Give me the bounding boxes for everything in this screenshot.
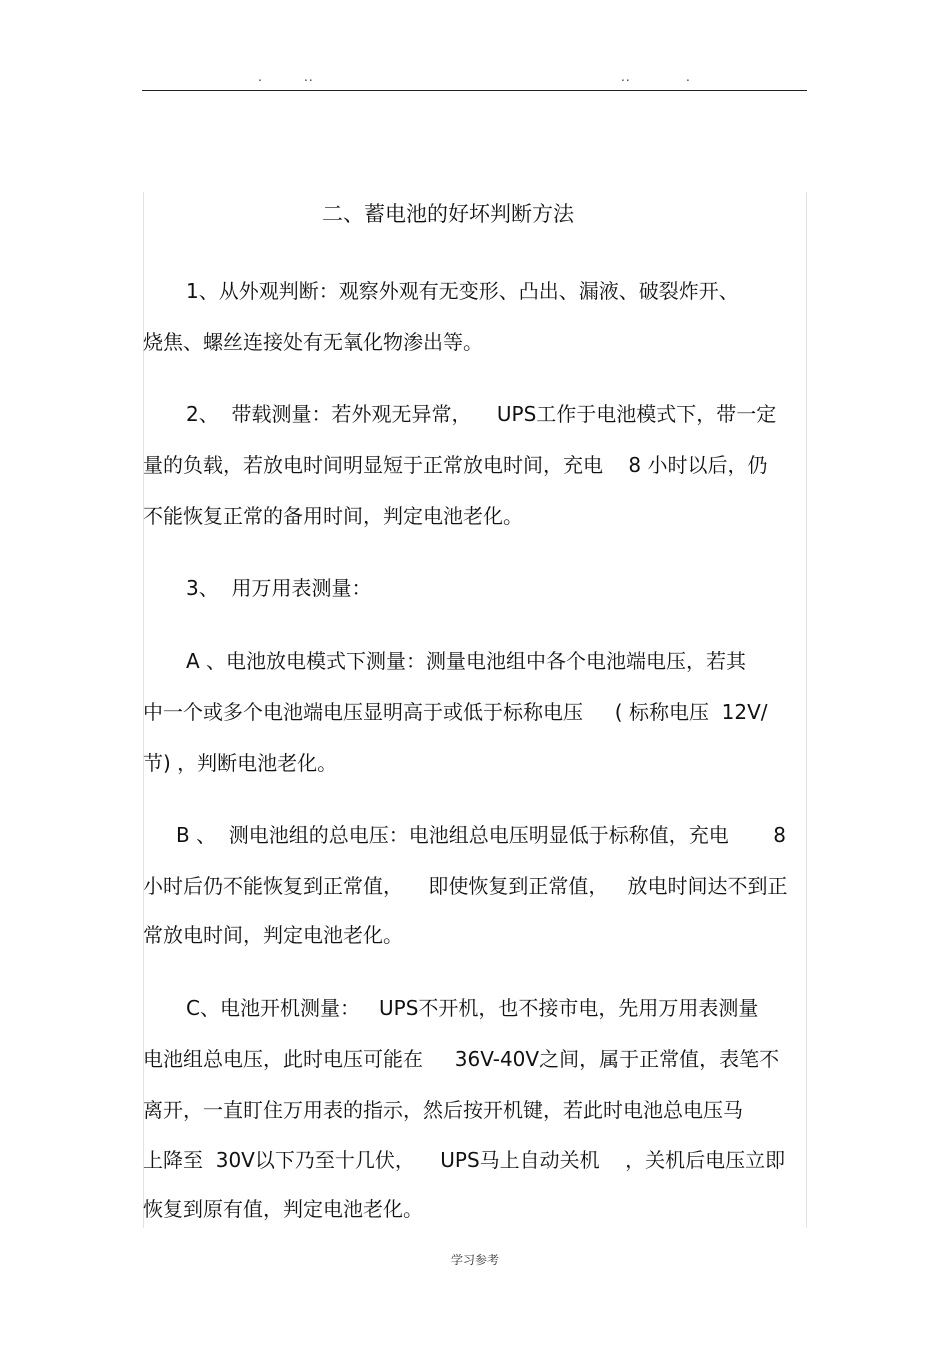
paragraph-line: 上降至 30V以下乃至十几伏， UPS马上自动关机 ，关机后电压立即 bbox=[143, 1148, 786, 1172]
header-dots-left-a: . bbox=[258, 70, 263, 84]
header-dots-right-b: . bbox=[686, 70, 691, 84]
header-dots-right-a: .. bbox=[621, 70, 631, 84]
paragraph-line: C、电池开机测量： UPS不开机，也不接市电，先用万用表测量 bbox=[186, 996, 759, 1020]
paragraph-line: A 、电池放电模式下测量：测量电池组中各个电池端电压，若其 bbox=[186, 649, 747, 673]
paragraph-line: 离开，一直盯住万用表的指示，然后按开机键，若此时电池总电压马 bbox=[143, 1098, 743, 1122]
document-title: 二、蓄电池的好坏判断方法 bbox=[322, 202, 574, 226]
header-dots-left-b: .. bbox=[304, 70, 314, 84]
paragraph-line: B 、 测电池组的总电压：电池组总电压明显低于标称值，充电 8 bbox=[176, 823, 787, 847]
page-footer: 学习参考 bbox=[450, 1253, 499, 1267]
paragraph-line: 小时后仍不能恢复到正常值， 即使恢复到正常值， 放电时间达不到正 bbox=[143, 874, 788, 898]
paragraph-line: 常放电时间，判定电池老化。 bbox=[143, 923, 403, 947]
paragraph-line: 2、 带载测量：若外观无异常， UPS工作于电池模式下，带一定 bbox=[186, 402, 777, 426]
paragraph-line: 3、 用万用表测量： bbox=[186, 576, 372, 600]
header-rule bbox=[142, 90, 807, 91]
paragraph-line: 量的负载，若放电时间明显短于正常放电时间，充电 8 小时以后，仍 bbox=[143, 453, 768, 477]
paragraph-line: 烧焦、螺丝连接处有无氧化物渗出等。 bbox=[143, 330, 483, 354]
paragraph-line: 不能恢复正常的备用时间，判定电池老化。 bbox=[143, 504, 523, 528]
page-border-right bbox=[806, 192, 807, 1228]
paragraph-line: 电池组总电压，此时电压可能在 36V-40V之间，属于正常值，表笔不 bbox=[143, 1047, 780, 1071]
paragraph-line: 1、从外观判断：观察外观有无变形、凸出、漏液、破裂炸开、 bbox=[186, 279, 739, 303]
paragraph-line: 节) ，判断电池老化。 bbox=[143, 751, 338, 775]
paragraph-line: 中一个或多个电池端电压显明高于或低于标称电压 ( 标称电压 12V/ bbox=[143, 700, 768, 724]
paragraph-line: 恢复到原有值，判定电池老化。 bbox=[143, 1197, 423, 1221]
